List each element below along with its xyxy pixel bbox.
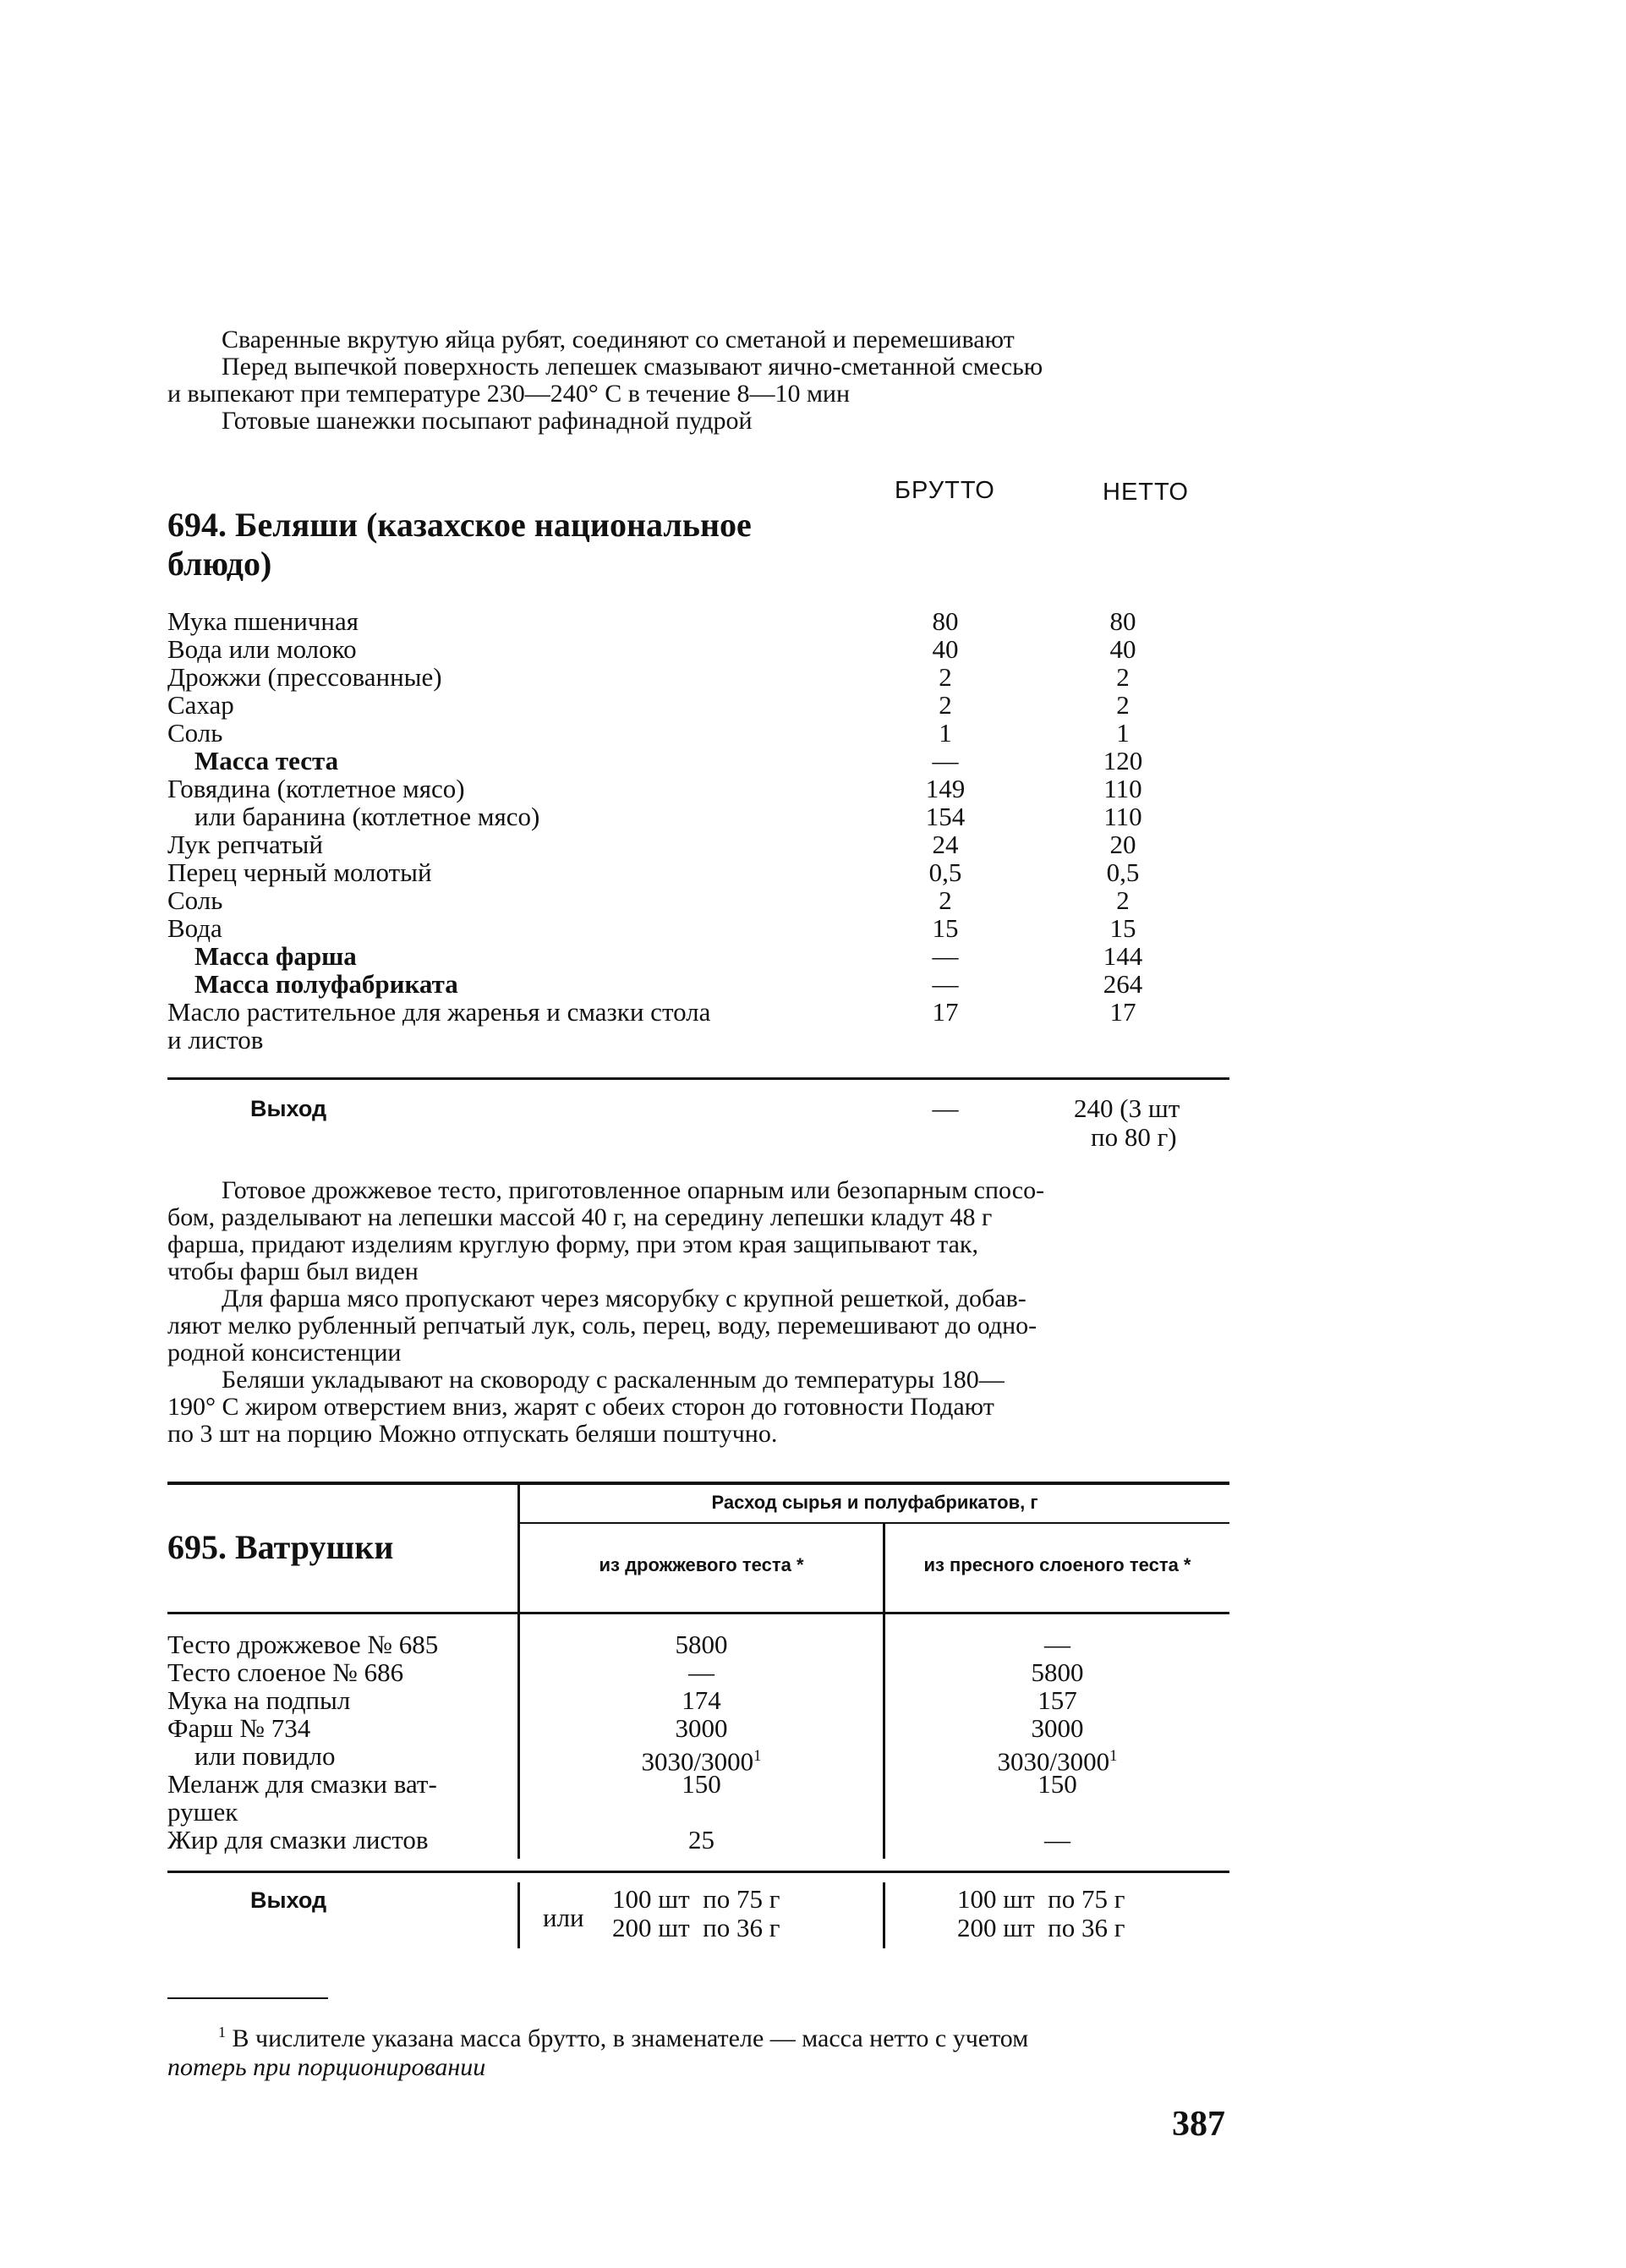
ingredient-row <box>167 775 1233 803</box>
brutto-value: 149 <box>925 774 966 803</box>
brutto-value: 24 <box>932 830 959 859</box>
col1-value: 174 <box>682 1685 721 1715</box>
intro-line: Сваренные вкрутую яйца рубят, соединяют со сметаной и перемешивают <box>222 326 1015 353</box>
col1-value: 150 <box>682 1769 721 1799</box>
footnote-line: потерь при порционировании <box>167 2053 486 2081</box>
ingredient-row <box>167 607 1233 635</box>
ingredient-name: Мука пшеничная <box>167 606 359 636</box>
table-vline <box>883 1614 885 1859</box>
output-netto-line1: 240 (3 шт <box>1074 1093 1180 1123</box>
output-col2-line1: 100 шт по 75 г <box>957 1884 1125 1914</box>
ingredient-name: Мука на подпыл <box>167 1685 351 1715</box>
output-col1-line1: 100 шт по 75 г <box>612 1884 780 1914</box>
method-line: ляют мелко рубленный репчатый лук, соль, перец, воду, перемешивают до одно- <box>167 1312 1037 1339</box>
col2-value: 157 <box>1037 1685 1077 1715</box>
ingredient-name: Сахар <box>167 690 234 720</box>
table-header-rule <box>517 1522 1229 1524</box>
brutto-value: — <box>932 746 959 775</box>
netto-value: 1 <box>1116 718 1130 748</box>
table-row <box>167 1714 1229 1742</box>
ingredient-name: Говядина (котлетное мясо) <box>167 774 465 803</box>
method-line: фарша, придают изделиям круглую форму, при этом края защипывают так, <box>167 1230 978 1258</box>
col2-value: — <box>1044 1825 1070 1854</box>
ingredient-name: Тесто дрожжевое № 685 <box>167 1630 439 1659</box>
table-rule <box>167 1077 1229 1080</box>
netto-value: 264 <box>1103 969 1143 999</box>
ingredient-row <box>167 914 1233 942</box>
table-output-rule <box>167 1871 1229 1873</box>
ingredient-name: Тесто слоеное № 686 <box>167 1657 404 1687</box>
netto-value: 80 <box>1109 606 1136 636</box>
brutto-value: 80 <box>932 606 959 636</box>
table-row <box>167 1686 1229 1714</box>
ingredient-name: Масло растительное для жаренья и смазки стола <box>167 997 711 1027</box>
ingredient-name: и листов <box>167 1025 264 1055</box>
netto-value: 40 <box>1109 634 1136 664</box>
ingredient-name: Дрожжи (прессованные) <box>167 662 442 692</box>
table-row <box>167 1826 1229 1854</box>
brutto-value: 17 <box>932 997 959 1027</box>
col1-value: — <box>688 1657 714 1687</box>
ingredient-row <box>167 691 1233 719</box>
method-line: родной консистенции <box>167 1339 402 1367</box>
intro-line: Готовые шанежки посыпают рафинадной пудрой <box>222 407 753 435</box>
table-vline <box>517 1882 520 1948</box>
netto-value: 20 <box>1109 830 1136 859</box>
recipe-695-title: 695. Ватрушки <box>167 1528 394 1566</box>
footnote <box>167 2018 1224 2082</box>
recipe-695-output-label: Выход <box>250 1887 327 1913</box>
method-line: чтобы фарш был виден <box>167 1257 419 1285</box>
brutto-value: 0,5 <box>928 857 962 887</box>
netto-value: 17 <box>1109 997 1136 1027</box>
column-header-netto: НЕТТО <box>1103 479 1189 506</box>
ingredient-name: или повидло <box>194 1741 336 1771</box>
netto-value: 2 <box>1116 690 1130 720</box>
recipe-694-method <box>167 1177 1224 1448</box>
output-col2-line2: 200 шт по 36 г <box>957 1913 1125 1942</box>
ingredient-row <box>167 803 1233 830</box>
netto-value: 0,5 <box>1106 857 1140 887</box>
output-col1-line2: 200 шт по 36 г <box>612 1913 780 1942</box>
col2-value-text: 3030/3000 <box>997 1746 1110 1777</box>
method-line: Беляши укладывают на сковороду с раскаленным до температуры 180— <box>222 1366 1005 1394</box>
netto-value: 144 <box>1103 941 1143 971</box>
method-line: 190° С жиром отверстием вниз, жарят с обеих сторон до готовности Подают <box>167 1393 994 1421</box>
footnote-text: В числителе указана масса брутто, в знаменателе — масса нетто с учетом <box>232 2024 1029 2052</box>
recipe-695-ingredients <box>167 1630 1229 1854</box>
column-header-brutto: БРУТТО <box>895 477 995 504</box>
table-row <box>167 1658 1229 1686</box>
ingredient-row <box>167 1026 1233 1054</box>
footnote-mark: 1 <box>218 2024 226 2041</box>
table-vline <box>517 1614 520 1859</box>
brutto-value: 15 <box>932 913 959 943</box>
output-brutto: — <box>932 1093 959 1123</box>
ingredient-name: Вода или молоко <box>167 634 357 664</box>
method-line: Для фарша мясо пропускают через мясорубку с крупной решеткой, добав- <box>222 1285 1027 1312</box>
ingredient-name: рушек <box>167 1797 238 1827</box>
subtotal-row <box>167 970 1233 998</box>
ingredient-row <box>167 830 1233 858</box>
table-row <box>167 1770 1229 1798</box>
footnote-line <box>167 2018 1224 2053</box>
col2-value: — <box>1044 1630 1070 1659</box>
brutto-value: 2 <box>939 690 952 720</box>
table-header-col2: из пресного слоеного теста * <box>923 1554 1191 1575</box>
intro-line: и выпекают при температуре 230—240° С в течение 8—10 мин <box>167 380 851 408</box>
netto-value: 2 <box>1116 885 1130 915</box>
footnote-mark: 1 <box>753 1747 762 1765</box>
table-top-rule <box>167 1482 1229 1485</box>
subtotal-row <box>167 942 1233 970</box>
table-row <box>167 1630 1229 1658</box>
brutto-value: 2 <box>939 885 952 915</box>
ingredient-row <box>167 719 1233 747</box>
table-row <box>167 1798 1229 1826</box>
netto-value: 110 <box>1103 774 1142 803</box>
brutto-value: 40 <box>932 634 959 664</box>
brutto-value: 154 <box>925 802 966 831</box>
ingredient-row <box>167 998 1233 1026</box>
col1-value: 5800 <box>675 1630 728 1659</box>
ingredient-name: Соль <box>167 885 223 915</box>
intro-paragraph <box>167 326 1224 435</box>
recipe-694-title: 694. Беляши (казахское национальное блюдо) <box>167 506 752 583</box>
netto-value: 110 <box>1103 802 1142 831</box>
method-line: бом, разделывают на лепешки массой 40 г, на середину лепешки кладут 48 г <box>167 1203 993 1231</box>
table-header-top: Расход сырья и полуфабрикатов, г <box>711 1492 1038 1513</box>
subtotal-row <box>167 747 1233 775</box>
footnote-mark: 1 <box>1109 1747 1118 1765</box>
page-number: 387 <box>1172 2105 1225 2144</box>
recipe-694-ingredients <box>167 607 1233 1054</box>
ingredient-name: Перец черный молотый <box>167 857 432 887</box>
output-netto-line2: по 80 г) <box>1091 1122 1177 1152</box>
subtotal-name: Масса полуфабриката <box>194 969 458 999</box>
ingredient-name: Лук репчатый <box>167 830 323 859</box>
col1-value: 3000 <box>675 1713 728 1743</box>
brutto-value: 1 <box>939 718 952 748</box>
ingredient-name: Жир для смазки листов <box>167 1825 429 1854</box>
netto-value: 15 <box>1109 913 1136 943</box>
table-vline <box>883 1882 885 1948</box>
netto-value: 2 <box>1116 662 1130 692</box>
table-header-bottom-rule <box>167 1612 1229 1614</box>
ingredient-name: Фарш № 734 <box>167 1713 311 1743</box>
ingredient-name: или баранина (котлетное мясо) <box>194 802 540 831</box>
ingredient-name: Соль <box>167 718 223 748</box>
ingredient-row <box>167 886 1233 914</box>
output-label: Выход <box>250 1096 327 1121</box>
col1-value-text: 3030/3000 <box>641 1746 754 1777</box>
output-or: или <box>543 1903 584 1932</box>
ingredient-row <box>167 858 1233 886</box>
brutto-value: 2 <box>939 662 952 692</box>
col2-value: 3000 <box>1031 1713 1084 1743</box>
footnote-rule <box>167 1997 328 1999</box>
brutto-value: — <box>932 969 959 999</box>
ingredient-name: Вода <box>167 913 222 943</box>
col2-value: 5800 <box>1031 1657 1084 1687</box>
method-line: по 3 шт на порцию Можно отпускать беляши поштучно. <box>167 1420 778 1448</box>
table-header-col1: из дрожжевого теста * <box>599 1554 804 1575</box>
brutto-value: — <box>932 941 959 971</box>
table-row <box>167 1741 1229 1777</box>
intro-line: Перед выпечкой поверхность лепешек смазывают яично-сметанной смесью <box>222 353 1043 381</box>
col1-value: 25 <box>688 1825 714 1854</box>
ingredient-row <box>167 635 1233 663</box>
method-line: Готовое дрожжевое тесто, приготовленное опарным или безопарным спосо- <box>222 1176 1045 1204</box>
ingredient-name: Меланж для смазки ват- <box>167 1769 437 1799</box>
ingredient-row <box>167 663 1233 691</box>
subtotal-name: Масса фарша <box>194 941 357 971</box>
col2-value: 150 <box>1037 1769 1077 1799</box>
netto-value: 120 <box>1103 746 1143 775</box>
subtotal-name: Масса теста <box>194 746 339 775</box>
